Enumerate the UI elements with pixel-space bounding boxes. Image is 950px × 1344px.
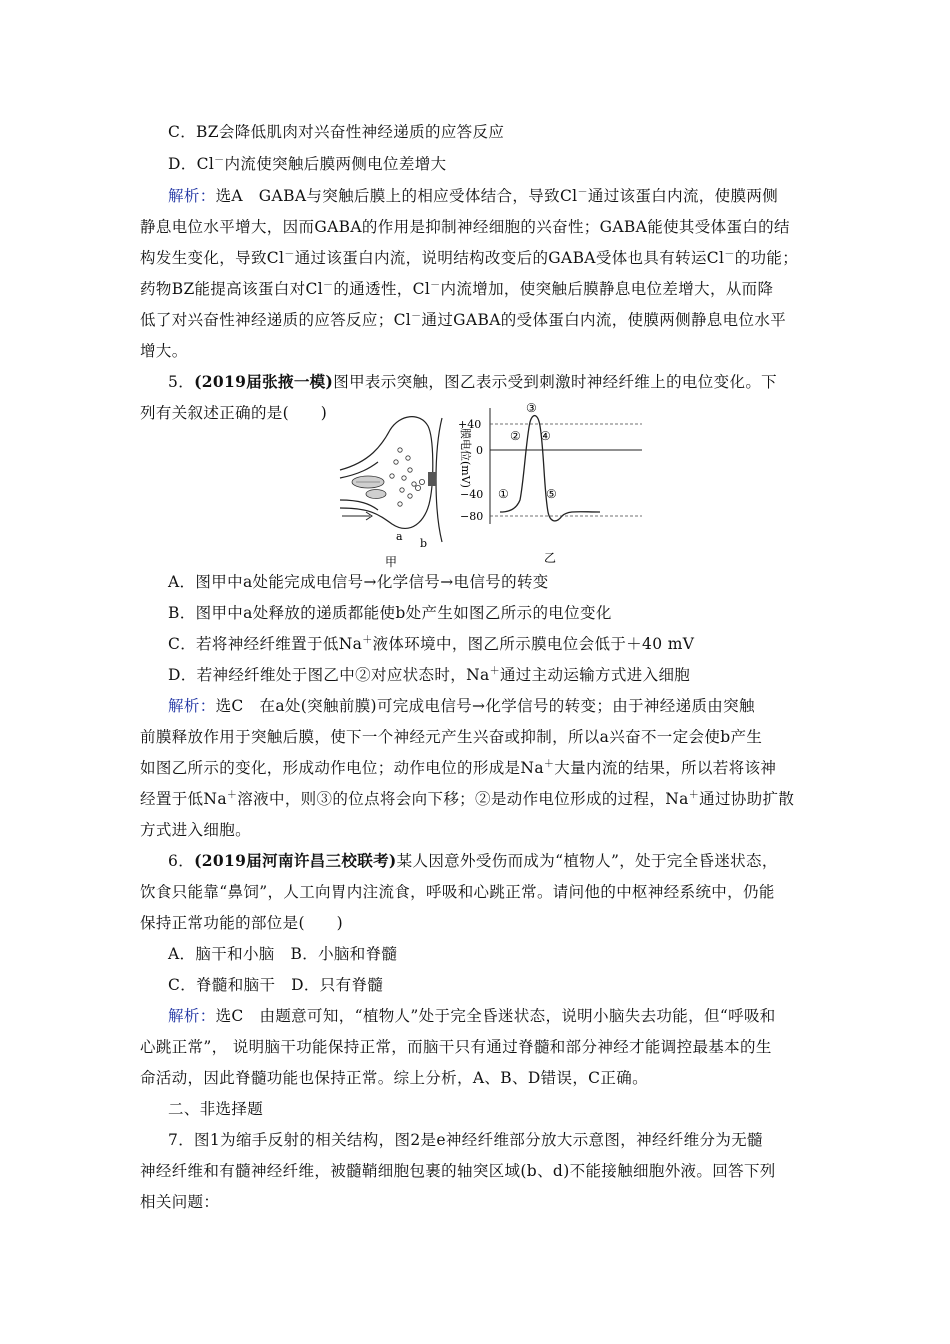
- marker-4: ④: [540, 429, 551, 443]
- marker-3: ③: [526, 401, 537, 415]
- analysis-label: 解析：: [168, 697, 216, 715]
- marker-1: ①: [498, 487, 509, 501]
- section-heading-non-choice: 二、非选择题: [168, 1100, 264, 1118]
- receptor: [415, 472, 436, 491]
- q6-analysis-line-2: 心跳正常”， 说明脑干功能保持正常，而脑干只有通过脊髓和部分神经才能调控最基本的生: [140, 1038, 772, 1056]
- q5-stem-line-2: 列有关叙述正确的是( ): [140, 404, 328, 422]
- q6-analysis-line-1: 解析：选C 由题意可知，“植物人”处于完全昏迷状态，说明小脑失去功能，但“呼吸和: [168, 1007, 776, 1025]
- y-axis-label: 膜电位(mV): [459, 428, 472, 488]
- synapse-and-potential-figure: [330, 400, 650, 570]
- q5-analysis-line-4: 经置于低Na＋溶液中，则③的位点将会向下移；②是动作电位形成的过程，Na＋通过协助扩散: [140, 790, 795, 808]
- q7-stem-line-1: 7．图1为缩手反射的相关结构，图2是e神经纤维部分放大示意图，神经纤维分为无髓: [168, 1131, 763, 1149]
- q4-analysis-line-4: 药物BZ能提高该蛋白对Cl－的通透性，Cl－内流增加，使突触后膜静息电位差增大，从而降: [140, 280, 774, 298]
- q5-stem-line-1: 5．(2019届张掖一模)图甲表示突触，图乙表示受到刺激时神经纤维上的电位变化。下: [168, 372, 778, 391]
- q4-analysis-line-3: 构发生变化，导致Cl－通过该蛋白内流，说明结构改变后的GABA受体也具有转运Cl－的功能；: [140, 249, 799, 267]
- q6-stem-line-3: 保持正常功能的部位是( ): [140, 914, 343, 932]
- q7-stem-line-3: 相关问题：: [140, 1193, 220, 1211]
- tick-minus40: −40: [460, 488, 484, 501]
- label-a: a: [396, 530, 403, 543]
- label-yi: 乙: [544, 551, 557, 565]
- analysis-label: 解析：: [168, 1007, 216, 1025]
- q5-option-d: D．若神经纤维处于图乙中②对应状态时，Na＋通过主动运输方式进入细胞: [168, 666, 691, 684]
- q4-analysis-line-1: 解析：选A GABA与突触后膜上的相应受体结合，导致Cl－通过该蛋白内流，使膜两侧: [168, 187, 779, 205]
- tick-0: 0: [476, 444, 483, 457]
- q5-analysis-line-3: 如图乙所示的变化，形成动作电位；动作电位的形成是Na＋大量内流的结果，所以若将该神: [140, 759, 777, 777]
- q5-analysis-line-5: 方式进入细胞。: [140, 821, 251, 839]
- q6-options-cd: C．脊髓和脑干 D．只有脊髓: [168, 976, 384, 994]
- marker-2: ②: [510, 429, 521, 443]
- label-b: b: [420, 537, 428, 550]
- arrows: [342, 512, 372, 520]
- q4-analysis-line-6: 增大。: [140, 342, 188, 360]
- q4-analysis-line-5: 低了对兴奋性神经递质的应答反应；Cl－通过GABA的受体蛋白内流，使膜两侧静息电位水平: [140, 311, 787, 329]
- analysis-label: 解析：: [168, 187, 216, 205]
- q4-option-d: D．Cl－内流使突触后膜两侧电位差增大: [168, 155, 447, 173]
- q5-analysis-line-1: 解析：选C 在a处(突触前膜)可完成电信号→化学信号的转变；由于神经递质由突触: [168, 697, 755, 715]
- q5-analysis-line-2: 前膜释放作用于突触后膜，使下一个神经元产生兴奋或抑制，所以a兴奋不一定会使b产生: [140, 728, 763, 746]
- q6-stem-line-1: 6．(2019届河南许昌三校联考)某人因意外受伤而成为“植物人”，处于完全昏迷状态，: [168, 851, 778, 870]
- q5-option-a: A．图甲中a处能完成电信号→化学信号→电信号的转变: [168, 573, 549, 591]
- q4-analysis-line-2: 静息电位水平增大，因而GABA的作用是抑制神经细胞的兴奋性；GABA能使其受体蛋白的结: [140, 218, 790, 236]
- q4-option-c: C．BZ会降低肌肉对兴奋性神经递质的应答反应: [168, 123, 505, 141]
- label-jia: 甲: [385, 555, 398, 569]
- marker-5: ⑤: [546, 487, 557, 501]
- q6-stem-line-2: 饮食只能靠“鼻饲”，人工向胃内注流食，呼吸和心跳正常。请问他的中枢神经系统中，仍能: [140, 883, 775, 901]
- mitochondria: [352, 476, 386, 499]
- figure-yi-potential-chart: [458, 401, 642, 565]
- q6-analysis-line-3: 命活动，因此脊髓功能也保持正常。综上分析，A、B、D错误，C正确。: [140, 1069, 648, 1087]
- tick-minus80: −80: [460, 510, 484, 523]
- q5-option-b: B．图甲中a处释放的递质都能使b处产生如图乙所示的电位变化: [168, 604, 612, 622]
- q5-option-c: C．若将神经纤维置于低Na＋液体环境中，图乙所示膜电位会低于＋40 mV: [168, 635, 695, 653]
- synaptic-vesicles: [390, 448, 416, 506]
- tick-plus40: +40: [458, 418, 482, 431]
- q7-stem-line-2: 神经纤维和有髓神经纤维，被髓鞘细胞包裹的轴突区域(b、d)不能接触细胞外液。回答下列: [140, 1162, 776, 1180]
- q6-options-ab: A．脑干和小脑 B．小脑和脊髓: [168, 945, 398, 963]
